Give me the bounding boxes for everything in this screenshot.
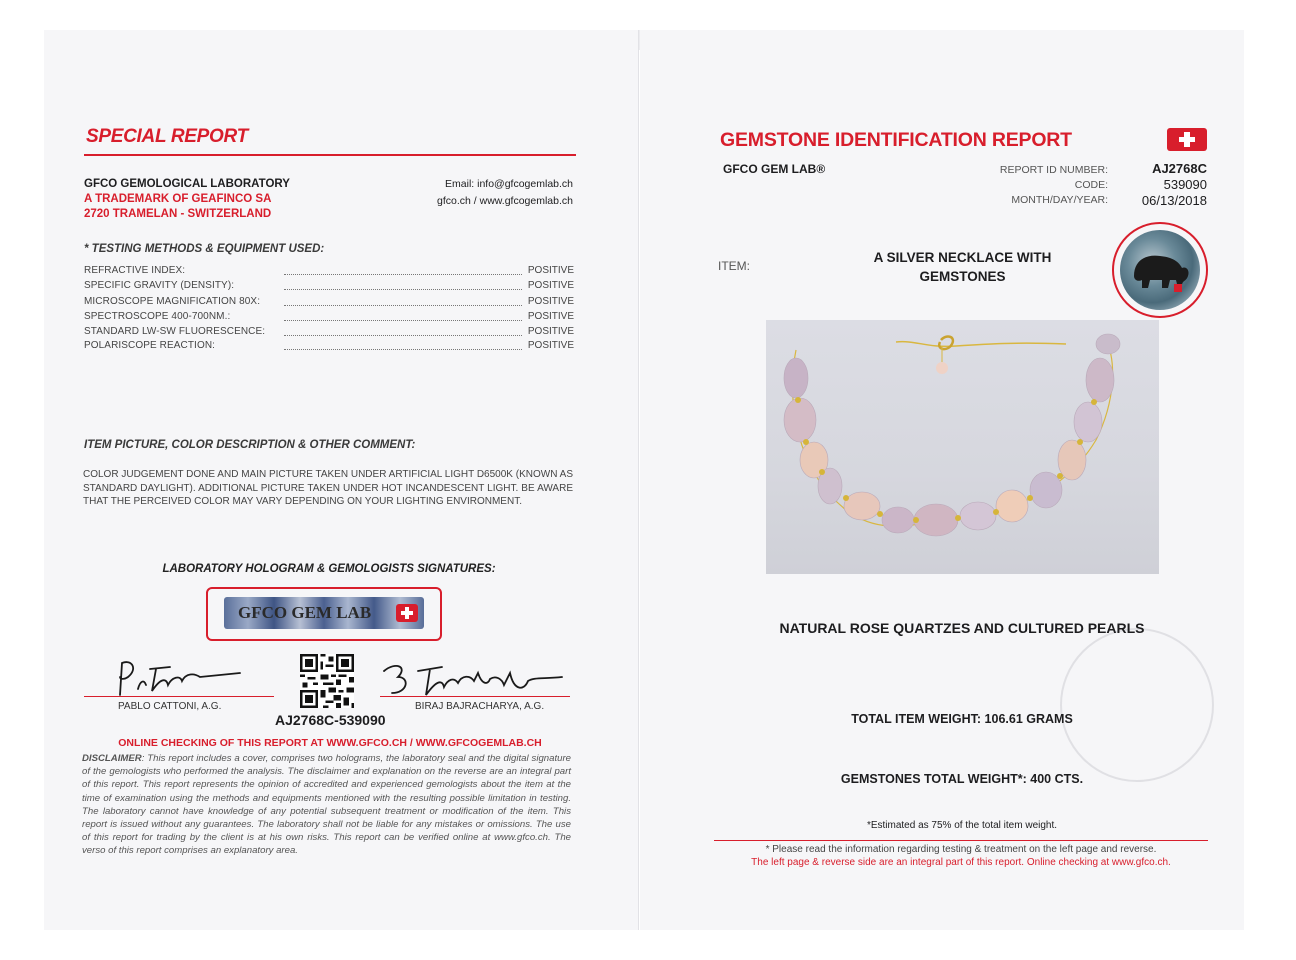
testing-heading: * TESTING METHODS & EQUIPMENT USED: — [84, 243, 325, 255]
test-result: POSITIVE — [527, 280, 574, 291]
signer2-name: BIRAJ BAJRACHARYA, A.G. — [415, 701, 545, 712]
test-label: STANDARD LW-SW FLUORESCENCE: — [84, 326, 266, 337]
weight-estimate-note: *Estimated as 75% of the total item weight. — [866, 820, 1058, 831]
swiss-flag-icon — [396, 604, 418, 622]
item-photo — [766, 320, 1159, 574]
date-value: 06/13/2018 — [1141, 193, 1207, 208]
disclaimer-body: : This report includes a cover, comprises two holograms, the laboratory seal and the digital signature of the gemologists who performed the analysis. The disclaimer and explanation on the reverse are an integral part of this report. This report represents the opinion of accredited and experienced gemologists about the item at the time of examination using the methods and equipments mentioned with the resulting possible limitation in testing. The laboratory cannot have knowledge of any potential subsequent treatment or modification of the item. This report is issued without any guarantees. The laboratory shall not be liable for any mistakes or omissions. The use of this report for trading by the client is at his own risks. This report can be verified online at www.gfco.ch. The verso of this report comprises an explanatory area. — [82, 753, 571, 857]
comment-text: COLOR JUDGEMENT DONE AND MAIN PICTURE TAKEN UNDER ARTIFICIAL LIGHT D6500K (KNOWN AS STANDARD DAYLIGHT). ADDITIONAL PICTURE TAKEN UNDER HOT INCANDESCENT LIGHT. BE AWARE THAT THE PERCEIVED COLOR MAY VARY DEPENDING ON YOUR LIGHTING ENVIRONMENT. — [83, 469, 573, 507]
lab-website: gfco.ch / www.gfcogemlab.ch — [437, 195, 573, 207]
report-id-label: REPORT ID NUMBER: — [999, 164, 1108, 176]
gemstones-total-weight: GEMSTONES TOTAL WEIGHT*: 400 CTS. — [840, 772, 1084, 786]
test-label: SPECIFIC GRAVITY (DENSITY): — [84, 280, 235, 291]
gfco-lab-name: GFCO GEM LAB® — [723, 162, 826, 176]
hologram-text: GFCO GEM LAB — [238, 603, 372, 622]
lab-email: Email: info@gfcogemlab.ch — [445, 178, 573, 190]
gemstones-description: NATURAL ROSE QUARTZES AND CULTURED PEARLS — [779, 620, 1145, 636]
test-result: POSITIVE — [527, 265, 574, 276]
embossed-seal — [1060, 628, 1214, 782]
gemstone-report-title: GEMSTONE IDENTIFICATION REPORT — [720, 129, 1072, 151]
hologram-seal-icon — [1112, 222, 1208, 318]
test-result: POSITIVE — [527, 326, 574, 337]
dot-leader — [284, 335, 522, 336]
report-code: AJ2768C-539090 — [275, 712, 386, 728]
necklace-image — [766, 320, 1159, 574]
test-result: POSITIVE — [527, 311, 574, 322]
item-label: ITEM: — [718, 259, 750, 273]
report-id-value: AJ2768C — [1152, 161, 1207, 176]
lab-address: 2720 TRAMELAN - SWITZERLAND — [84, 208, 272, 220]
test-label: SPECTROSCOPE 400-700NM.: — [84, 311, 231, 322]
test-row — [84, 326, 574, 341]
signature-line-right — [380, 696, 570, 697]
test-row — [84, 340, 574, 355]
lab-trademark: A TRADEMARK OF GEAFINCO SA — [84, 193, 272, 205]
item-description: A SILVER NECKLACE WITH GEMSTONES — [873, 250, 1052, 284]
test-row — [84, 265, 574, 280]
special-report-title: SPECIAL REPORT — [86, 126, 248, 147]
comment-heading: ITEM PICTURE, COLOR DESCRIPTION & OTHER COMMENT: — [84, 439, 416, 451]
hologram-heading: LABORATORY HOLOGRAM & GEMOLOGISTS SIGNATURES: — [162, 563, 496, 575]
hologram-seal-icon — [224, 597, 424, 629]
dot-leader — [284, 274, 522, 275]
lab-name: GFCO GEMOLOGICAL LABORATORY — [84, 178, 290, 190]
disclaimer-text — [82, 752, 571, 858]
test-row — [84, 280, 574, 295]
test-label: MICROSCOPE MAGNIFICATION 80X: — [84, 296, 261, 307]
footer-divider — [714, 840, 1208, 841]
code-value: 539090 — [1163, 177, 1207, 192]
total-item-weight: TOTAL ITEM WEIGHT: 106.61 GRAMS — [851, 712, 1073, 726]
signature-cattoni — [110, 655, 250, 701]
signature-line-left — [84, 696, 274, 697]
code-label: CODE: — [1074, 179, 1108, 191]
disclaimer-label: DISCLAIMER — [82, 753, 142, 764]
dot-leader — [284, 289, 522, 290]
dot-leader — [284, 305, 522, 306]
date-label: MONTH/DAY/YEAR: — [1011, 194, 1108, 206]
footer-note-2: The left page & reverse side are an integral part of this report. Online checking at www.gfco.ch. — [751, 857, 1171, 868]
title-divider — [84, 154, 576, 156]
signer1-name: PABLO CATTONI, A.G. — [118, 701, 222, 712]
elephant-icon — [1120, 230, 1200, 310]
footer-note-1: * Please read the information regarding testing & treatment on the left page and reverse. — [765, 844, 1157, 855]
test-result: POSITIVE — [527, 340, 574, 351]
dot-leader — [284, 320, 522, 321]
dot-leader — [284, 349, 522, 350]
test-label: POLARISCOPE REACTION: — [84, 340, 216, 351]
test-label: REFRACTIVE INDEX: — [84, 265, 186, 276]
qr-code-icon — [300, 654, 354, 708]
swiss-flag-icon — [1167, 128, 1207, 151]
test-row — [84, 296, 574, 311]
test-row — [84, 311, 574, 326]
test-result: POSITIVE — [527, 296, 574, 307]
laboratory-hologram — [206, 587, 442, 641]
online-check-text: ONLINE CHECKING OF THIS REPORT AT WWW.GFCO.CH / WWW.GFCOGEMLAB.CH — [118, 737, 542, 749]
